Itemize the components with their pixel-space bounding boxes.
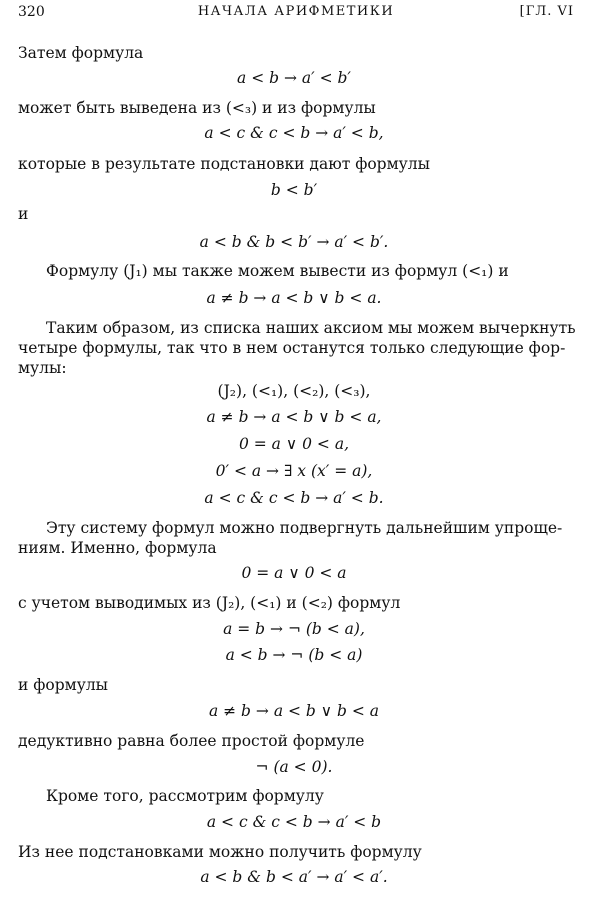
page-number: 320 xyxy=(18,4,45,20)
text-line: Таким образом, из списка наших аксиом мы можем вычеркнуть xyxy=(46,319,576,337)
text-line: может быть выведена из (<₃) и из формулы xyxy=(18,99,376,117)
text-line: Затем формула xyxy=(18,44,144,62)
formula-line: a < b & b < b′ → a′ < b′. xyxy=(199,233,389,251)
text-line: и xyxy=(18,205,29,223)
formula-line: a < b & b < a′ → a′ < a′. xyxy=(200,868,388,886)
text-line: ниям. Именно, формула xyxy=(18,539,217,557)
text-line: Из нее подстановками можно получить формулу xyxy=(18,843,422,861)
formula-line: b < b′ xyxy=(270,181,318,199)
text-line: дедуктивно равна более простой формуле xyxy=(18,732,365,750)
formula-line: a < b → a′ < b′ xyxy=(237,69,351,87)
formula-line: a ≠ b → a < b ∨ b < a xyxy=(208,702,380,720)
formula-line: 0 = a ∨ 0 < a, xyxy=(238,435,349,453)
text-line: Кроме того, рассмотрим формулу xyxy=(46,787,324,805)
formula-line: a < b → ¬ (b < a) xyxy=(225,646,363,664)
formula-line: a = b → ¬ (b < a), xyxy=(223,620,365,638)
text-line: с учетом выводимых из (J₂), (<₁) и (<₂) формул xyxy=(18,594,401,612)
formula-line: a ≠ b → a < b ∨ b < a, xyxy=(206,408,382,426)
chapter-marker: [ГЛ. VI xyxy=(519,4,574,19)
text-line: которые в результате подстановки дают формулы xyxy=(18,155,430,173)
text-line: мулы: xyxy=(18,359,67,377)
formula-line: a ≠ b → a < b ∨ b < a. xyxy=(206,289,382,307)
formula-line: a < c & c < b → a′ < b, xyxy=(204,124,384,142)
page-header xyxy=(18,4,574,24)
running-title: НАЧАЛА АРИФМЕТИКИ xyxy=(197,4,395,19)
text-line: четыре формулы, так что в нем останутся только следующие фор- xyxy=(18,339,566,357)
formula-line: (J₂), (<₁), (<₂), (<₃), xyxy=(217,382,371,400)
formula-line: ¬ (a < 0). xyxy=(255,758,333,776)
text-line: Формулу (J₁) мы также можем вывести из формул (<₁) и xyxy=(46,262,509,280)
formula-line: 0 = a ∨ 0 < a xyxy=(241,564,347,582)
formula-line: a < c & c < b → a′ < b xyxy=(206,813,382,831)
text-line: Эту систему формул можно подвергнуть дальнейшим упроще- xyxy=(46,519,563,537)
formula-line: 0′ < a → ∃ x (x′ = a), xyxy=(215,462,373,480)
text-line: и формулы xyxy=(18,676,109,694)
formula-line: a < c & c < b → a′ < b. xyxy=(204,489,384,507)
